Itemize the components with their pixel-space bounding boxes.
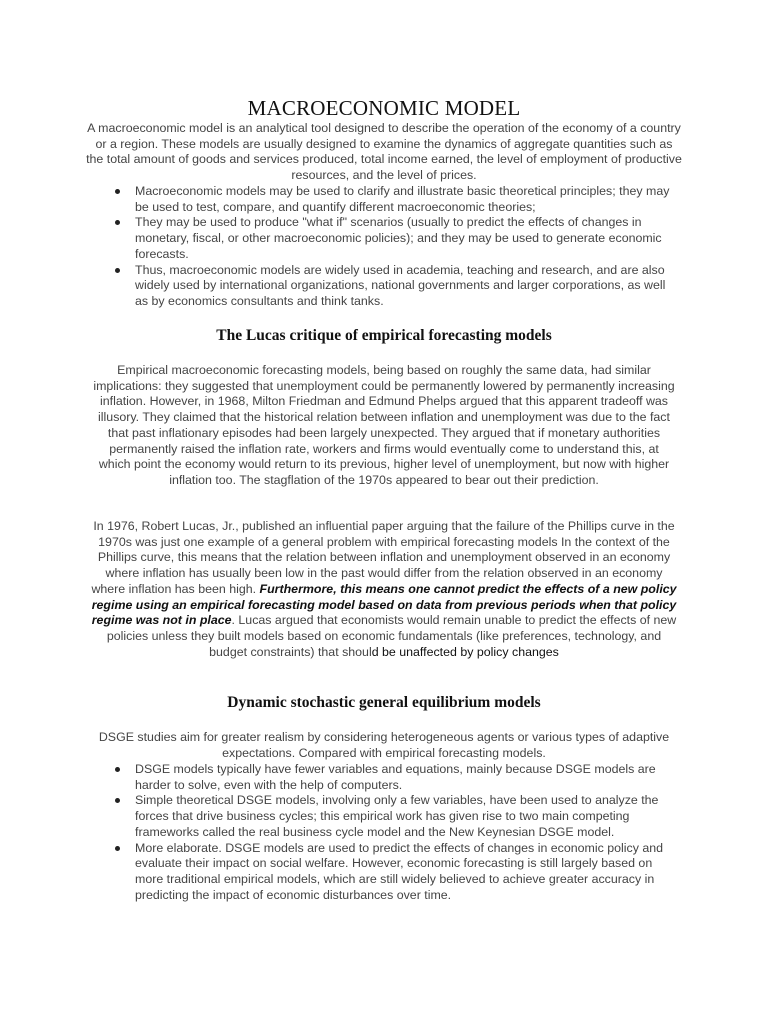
intro-bullet-1 (106, 184, 678, 215)
dsge-bullet-text: DSGE models typically have fewer variables and equations, mainly because DSGE models are harder to solve, even with the help of computers. (135, 762, 656, 792)
dsge-bullet-text: Simple theoretical DSGE models, involving only a few variables, have been used to analyze the forces that drive business cycles; this empirical work has given rise to two main competing frameworks called the real business cycle model and the New Keynesian DSGE model. (135, 793, 659, 839)
lucas-paragraph-2 (88, 519, 680, 660)
lucas-paragraph-2-tail: d be unaffected by policy changes (371, 644, 559, 659)
lucas-paragraph-2-end: . Lucas argued that economists would remain unable to predict the effects of new policies unless they built models based on economic fundamentals (like preferences, technology, and budget constraints) that shoul (106, 613, 677, 659)
dsge-bullet-1 (106, 762, 678, 793)
intro-bullet-3 (106, 263, 678, 310)
bullet-icon (115, 846, 120, 851)
bullet-icon (115, 798, 120, 803)
lucas-paragraph-2-emphasis: Furthermore, this means one cannot predict the effects of a new policy regime using an empirical forecasting model based on data from previous periods when that policy regime was not in place (91, 581, 677, 628)
intro-paragraph: A macroeconomic model is an analytical tool designed to describe the operation of the economy of a country or a region. These models are usually designed to examine the dynamics of aggregate quantities such as the total amount of goods and services produced, total income earned, the level of employment of productive resources, and the level of prices. (86, 121, 682, 183)
intro-bullet-text: Macroeconomic models may be used to clarify and illustrate basic theoretical principles; they may be used to test, compare, and quantify different macroeconomic theories; (135, 184, 670, 214)
intro-bullet-text: Thus, macroeconomic models are widely used in academia, teaching and research, and are also widely used by international organizations, national governments and larger corporations, as well as by economics consultants and think tanks. (135, 262, 666, 308)
dsge-heading: Dynamic stochastic general equilibrium models (227, 694, 541, 711)
bullet-icon (115, 767, 120, 772)
dsge-bullet-list (106, 762, 678, 903)
dsge-paragraph: DSGE studies aim for greater realism by considering heterogeneous agents or various types of adaptive expectations. Compared with empirical forecasting models. (98, 730, 670, 760)
lucas-paragraph-2-start: In 1976, Robert Lucas, Jr., published an influential paper arguing that the failure of the Phillips curve in the 1970s was just one example of a general problem with empirical forecasting models In the context of the Phillips curve, this means that the relation between inflation and unemployment observed in an economy where inflation has usually been low in the past would differ from the relation observed in an economy where inflation has been high. (91, 519, 675, 596)
dsge-bullet-3 (106, 841, 678, 904)
intro-bullet-2 (106, 215, 678, 262)
bullet-icon (115, 220, 120, 225)
intro-bullet-text: They may be used to produce "what if" scenarios (usually to predict the effects of changes in monetary, fiscal, or other macroeconomic policies); and they may be used to generate economic forecasts. (135, 215, 662, 261)
lucas-critique-heading: The Lucas critique of empirical forecasting models (216, 327, 552, 344)
lucas-paragraph-1: Empirical macroeconomic forecasting models, being based on roughly the same data, had similar implications: they suggested that unemployment could be permanently lowered by permanently increasing inflation. However, in 1968, Milton Friedman and Edmund Phelps argued that this apparent tradeoff was illusory. They claimed that the historical relation between inflation and unemployment was due to the fact that past inflationary episodes had been largely unexpected. They argued that if monetary authorities permanently raised the inflation rate, workers and firms would eventually come to understand this, at which point the economy would return to its previous, higher level of unemployment, but now with higher inflation too. The stagflation of the 1970s appeared to bear out their prediction. (93, 363, 675, 487)
bullet-icon (115, 189, 120, 194)
intro-bullet-list (106, 184, 678, 310)
document-title: MACROECONOMIC MODEL (247, 96, 521, 120)
dsge-bullet-text: More elaborate. DSGE models are used to predict the effects of changes in economic policy and evaluate their impact on social welfare. However, economic forecasting is still largely based on more traditional empirical models, which are still widely believed to achieve greater accuracy in predicting the impact of economic disturbances over time. (135, 840, 664, 902)
bullet-icon (115, 268, 120, 273)
dsge-bullet-2 (106, 793, 678, 840)
